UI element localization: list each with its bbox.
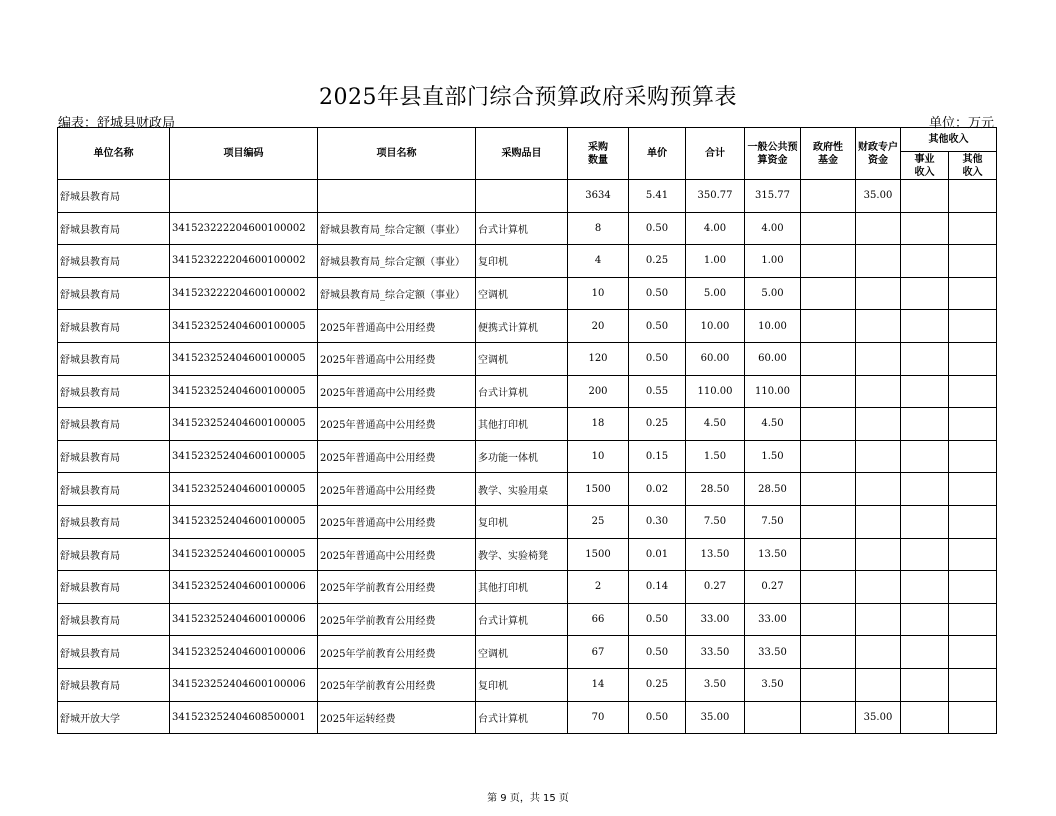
header-unit-name: 单位名称	[58, 128, 170, 180]
cell-quantity: 20	[568, 310, 629, 343]
cell-other-income	[949, 636, 997, 669]
cell-business-income	[901, 538, 949, 571]
cell-total: 7.50	[686, 505, 745, 538]
cell-gov-fund	[801, 636, 856, 669]
cell-other-income	[949, 668, 997, 701]
cell-general-budget: 4.50	[745, 408, 801, 441]
cell-special-fund	[856, 636, 901, 669]
cell-other-income	[949, 408, 997, 441]
cell-other-income	[949, 538, 997, 571]
cell-other-income	[949, 505, 997, 538]
cell-price: 0.25	[629, 668, 686, 701]
cell-gov-fund	[801, 473, 856, 506]
cell-unit: 舒城县教育局	[58, 538, 170, 571]
cell-quantity: 67	[568, 636, 629, 669]
cell-category: 台式计算机	[476, 603, 568, 636]
cell-category: 便携式计算机	[476, 310, 568, 343]
cell-project-code: 341523252404600100006	[170, 603, 318, 636]
cell-quantity: 25	[568, 505, 629, 538]
cell-price: 0.50	[629, 310, 686, 343]
cell-total: 0.27	[686, 571, 745, 604]
cell-special-fund	[856, 603, 901, 636]
cell-business-income	[901, 473, 949, 506]
cell-business-income	[901, 440, 949, 473]
table-row	[58, 277, 997, 310]
table-row	[58, 603, 997, 636]
cell-special-fund	[856, 277, 901, 310]
cell-project-code: 341523222204600100002	[170, 277, 318, 310]
cell-unit: 舒城县教育局	[58, 505, 170, 538]
cell-other-income	[949, 245, 997, 278]
cell-business-income	[901, 701, 949, 734]
cell-unit: 舒城县教育局	[58, 277, 170, 310]
cell-quantity: 120	[568, 342, 629, 375]
cell-special-fund	[856, 342, 901, 375]
cell-business-income	[901, 571, 949, 604]
table-row	[58, 212, 997, 245]
cell-special-fund	[856, 245, 901, 278]
cell-total: 60.00	[686, 342, 745, 375]
cell-special-fund	[856, 212, 901, 245]
cell-project-code: 341523252404600100005	[170, 440, 318, 473]
cell-price: 0.50	[629, 342, 686, 375]
cell-price: 0.30	[629, 505, 686, 538]
cell-project-code: 341523252404600100005	[170, 473, 318, 506]
cell-gov-fund	[801, 408, 856, 441]
header-other-income: 其他收入	[901, 128, 997, 152]
cell-project-name: 2025年普通高中公用经费	[318, 310, 476, 343]
cell-quantity: 10	[568, 440, 629, 473]
table-row	[58, 636, 997, 669]
cell-other-income	[949, 473, 997, 506]
cell-category: 空调机	[476, 277, 568, 310]
cell-unit: 舒城县教育局	[58, 603, 170, 636]
cell-general-budget: 5.00	[745, 277, 801, 310]
cell-other-income	[949, 342, 997, 375]
cell-business-income	[901, 636, 949, 669]
cell-project-code: 341523252404600100006	[170, 636, 318, 669]
cell-project-name: 2025年学前教育公用经费	[318, 668, 476, 701]
cell-business-income	[901, 212, 949, 245]
cell-other-income	[949, 310, 997, 343]
header-price: 单价	[629, 128, 686, 180]
cell-category: 台式计算机	[476, 375, 568, 408]
cell-category: 空调机	[476, 342, 568, 375]
cell-category: 台式计算机	[476, 212, 568, 245]
cell-special-fund	[856, 668, 901, 701]
cell-project-name: 舒城县教育局_综合定额（事业）	[318, 212, 476, 245]
cell-unit: 舒城县教育局	[58, 440, 170, 473]
cell-price: 5.41	[629, 180, 686, 213]
cell-gov-fund	[801, 701, 856, 734]
cell-other-income	[949, 212, 997, 245]
table-row	[58, 473, 997, 506]
cell-price: 0.55	[629, 375, 686, 408]
table-row	[58, 245, 997, 278]
cell-special-fund	[856, 571, 901, 604]
cell-special-fund	[856, 375, 901, 408]
cell-category: 其他打印机	[476, 571, 568, 604]
cell-price: 0.50	[629, 636, 686, 669]
cell-category: 复印机	[476, 505, 568, 538]
cell-project-name: 2025年普通高中公用经费	[318, 440, 476, 473]
cell-category: 复印机	[476, 668, 568, 701]
cell-gov-fund	[801, 310, 856, 343]
cell-general-budget: 1.50	[745, 440, 801, 473]
cell-price: 0.25	[629, 408, 686, 441]
cell-price: 0.15	[629, 440, 686, 473]
cell-category: 教学、实验用桌	[476, 473, 568, 506]
cell-total: 35.00	[686, 701, 745, 734]
cell-general-budget: 315.77	[745, 180, 801, 213]
header-project-code: 项目编码	[170, 128, 318, 180]
header-special-fund: 财政专户 资金	[856, 128, 901, 180]
cell-business-income	[901, 603, 949, 636]
cell-special-fund	[856, 473, 901, 506]
cell-project-code: 341523252404600100006	[170, 571, 318, 604]
cell-general-budget: 3.50	[745, 668, 801, 701]
cell-business-income	[901, 277, 949, 310]
cell-other-income	[949, 571, 997, 604]
cell-general-budget: 13.50	[745, 538, 801, 571]
cell-total: 110.00	[686, 375, 745, 408]
cell-project-code: 341523252404600100005	[170, 310, 318, 343]
cell-unit: 舒城县教育局	[58, 408, 170, 441]
cell-project-name: 2025年学前教育公用经费	[318, 571, 476, 604]
table-body	[58, 180, 997, 734]
header-gov-fund: 政府性 基金	[801, 128, 856, 180]
cell-total: 33.00	[686, 603, 745, 636]
cell-total: 28.50	[686, 473, 745, 506]
cell-general-budget	[745, 701, 801, 734]
cell-unit: 舒城县教育局	[58, 473, 170, 506]
cell-gov-fund	[801, 342, 856, 375]
cell-unit: 舒城县教育局	[58, 212, 170, 245]
cell-special-fund	[856, 310, 901, 343]
cell-other-income	[949, 701, 997, 734]
cell-general-budget: 60.00	[745, 342, 801, 375]
cell-category: 空调机	[476, 636, 568, 669]
header-other-other-income: 其他 收入	[949, 152, 997, 180]
editor-label: 编表：舒城县财政局	[58, 116, 176, 131]
cell-project-name: 2025年普通高中公用经费	[318, 342, 476, 375]
cell-general-budget: 4.00	[745, 212, 801, 245]
cell-quantity: 1500	[568, 538, 629, 571]
cell-quantity: 4	[568, 245, 629, 278]
cell-general-budget: 33.50	[745, 636, 801, 669]
cell-other-income	[949, 375, 997, 408]
cell-category: 多功能一体机	[476, 440, 568, 473]
cell-special-fund: 35.00	[856, 180, 901, 213]
header-category: 采购品目	[476, 128, 568, 180]
cell-quantity: 8	[568, 212, 629, 245]
cell-project-name: 2025年学前教育公用经费	[318, 636, 476, 669]
cell-project-code: 341523222204600100002	[170, 245, 318, 278]
cell-quantity: 14	[568, 668, 629, 701]
cell-gov-fund	[801, 212, 856, 245]
cell-general-budget: 33.00	[745, 603, 801, 636]
cell-other-income	[949, 180, 997, 213]
table-row	[58, 408, 997, 441]
cell-special-fund	[856, 440, 901, 473]
cell-category: 台式计算机	[476, 701, 568, 734]
header-total: 合计	[686, 128, 745, 180]
cell-total: 1.00	[686, 245, 745, 278]
cell-project-code: 341523222204600100002	[170, 212, 318, 245]
cell-project-name: 舒城县教育局_综合定额（事业）	[318, 245, 476, 278]
cell-gov-fund	[801, 571, 856, 604]
cell-unit: 舒城县教育局	[58, 668, 170, 701]
table-row	[58, 505, 997, 538]
cell-general-budget: 0.27	[745, 571, 801, 604]
cell-project-code: 341523252404600100005	[170, 408, 318, 441]
cell-price: 0.50	[629, 701, 686, 734]
cell-unit: 舒城县教育局	[58, 180, 170, 213]
cell-unit: 舒城县教育局	[58, 342, 170, 375]
cell-quantity: 3634	[568, 180, 629, 213]
cell-project-name: 2025年学前教育公用经费	[318, 603, 476, 636]
cell-special-fund: 35.00	[856, 701, 901, 734]
cell-project-code: 341523252404600100006	[170, 668, 318, 701]
cell-business-income	[901, 505, 949, 538]
table-row	[58, 701, 997, 734]
cell-total: 4.00	[686, 212, 745, 245]
cell-price: 0.50	[629, 603, 686, 636]
cell-business-income	[901, 180, 949, 213]
cell-gov-fund	[801, 440, 856, 473]
cell-project-name: 2025年运转经费	[318, 701, 476, 734]
cell-total: 350.77	[686, 180, 745, 213]
cell-gov-fund	[801, 375, 856, 408]
cell-project-code: 341523252404600100005	[170, 375, 318, 408]
cell-gov-fund	[801, 245, 856, 278]
cell-category: 教学、实验椅凳	[476, 538, 568, 571]
header-general-budget: 一般公共预 算资金	[745, 128, 801, 180]
cell-business-income	[901, 408, 949, 441]
cell-category	[476, 180, 568, 213]
table-row	[58, 571, 997, 604]
procurement-budget-table	[57, 127, 997, 734]
unit-label: 单位：万元	[928, 116, 994, 131]
table-row	[58, 668, 997, 701]
cell-project-code: 341523252404600100005	[170, 505, 318, 538]
cell-project-name	[318, 180, 476, 213]
cell-project-name: 2025年普通高中公用经费	[318, 505, 476, 538]
cell-general-budget: 1.00	[745, 245, 801, 278]
cell-project-code: 341523252404608500001	[170, 701, 318, 734]
cell-other-income	[949, 603, 997, 636]
cell-price: 0.50	[629, 212, 686, 245]
cell-project-name: 舒城县教育局_综合定额（事业）	[318, 277, 476, 310]
table-row	[58, 538, 997, 571]
cell-other-income	[949, 440, 997, 473]
cell-gov-fund	[801, 505, 856, 538]
cell-project-code: 341523252404600100005	[170, 538, 318, 571]
cell-category: 复印机	[476, 245, 568, 278]
cell-project-code	[170, 180, 318, 213]
table-row	[58, 440, 997, 473]
cell-business-income	[901, 668, 949, 701]
cell-special-fund	[856, 408, 901, 441]
table-row	[58, 180, 997, 213]
cell-category: 其他打印机	[476, 408, 568, 441]
cell-project-name: 2025年普通高中公用经费	[318, 375, 476, 408]
cell-project-name: 2025年普通高中公用经费	[318, 408, 476, 441]
cell-quantity: 10	[568, 277, 629, 310]
page-footer: 第 9 页，共 15 页	[487, 793, 569, 804]
header-quantity: 采购 数量	[568, 128, 629, 180]
cell-project-name: 2025年普通高中公用经费	[318, 538, 476, 571]
cell-general-budget: 110.00	[745, 375, 801, 408]
cell-general-budget: 28.50	[745, 473, 801, 506]
cell-price: 0.14	[629, 571, 686, 604]
cell-gov-fund	[801, 277, 856, 310]
cell-price: 0.02	[629, 473, 686, 506]
cell-unit: 舒城县教育局	[58, 636, 170, 669]
cell-unit: 舒城开放大学	[58, 701, 170, 734]
cell-total: 13.50	[686, 538, 745, 571]
cell-quantity: 18	[568, 408, 629, 441]
cell-general-budget: 10.00	[745, 310, 801, 343]
table-row	[58, 342, 997, 375]
cell-quantity: 200	[568, 375, 629, 408]
header-project-name: 项目名称	[318, 128, 476, 180]
cell-total: 3.50	[686, 668, 745, 701]
cell-other-income	[949, 277, 997, 310]
cell-quantity: 66	[568, 603, 629, 636]
cell-price: 0.50	[629, 277, 686, 310]
cell-business-income	[901, 310, 949, 343]
cell-quantity: 70	[568, 701, 629, 734]
cell-gov-fund	[801, 668, 856, 701]
cell-project-code: 341523252404600100005	[170, 342, 318, 375]
cell-unit: 舒城县教育局	[58, 310, 170, 343]
cell-gov-fund	[801, 603, 856, 636]
cell-price: 0.25	[629, 245, 686, 278]
cell-unit: 舒城县教育局	[58, 571, 170, 604]
cell-business-income	[901, 375, 949, 408]
cell-total: 5.00	[686, 277, 745, 310]
cell-gov-fund	[801, 538, 856, 571]
cell-business-income	[901, 245, 949, 278]
cell-special-fund	[856, 538, 901, 571]
table-row	[58, 310, 997, 343]
cell-quantity: 2	[568, 571, 629, 604]
cell-unit: 舒城县教育局	[58, 245, 170, 278]
cell-price: 0.01	[629, 538, 686, 571]
cell-business-income	[901, 342, 949, 375]
cell-total: 1.50	[686, 440, 745, 473]
page-title: 2025年县直部门综合预算政府采购预算表	[319, 85, 737, 110]
table-row	[58, 375, 997, 408]
cell-total: 10.00	[686, 310, 745, 343]
cell-gov-fund	[801, 180, 856, 213]
cell-general-budget: 7.50	[745, 505, 801, 538]
cell-total: 4.50	[686, 408, 745, 441]
cell-unit: 舒城县教育局	[58, 375, 170, 408]
header-business-income: 事业 收入	[901, 152, 949, 180]
cell-project-name: 2025年普通高中公用经费	[318, 473, 476, 506]
cell-quantity: 1500	[568, 473, 629, 506]
cell-special-fund	[856, 505, 901, 538]
cell-total: 33.50	[686, 636, 745, 669]
